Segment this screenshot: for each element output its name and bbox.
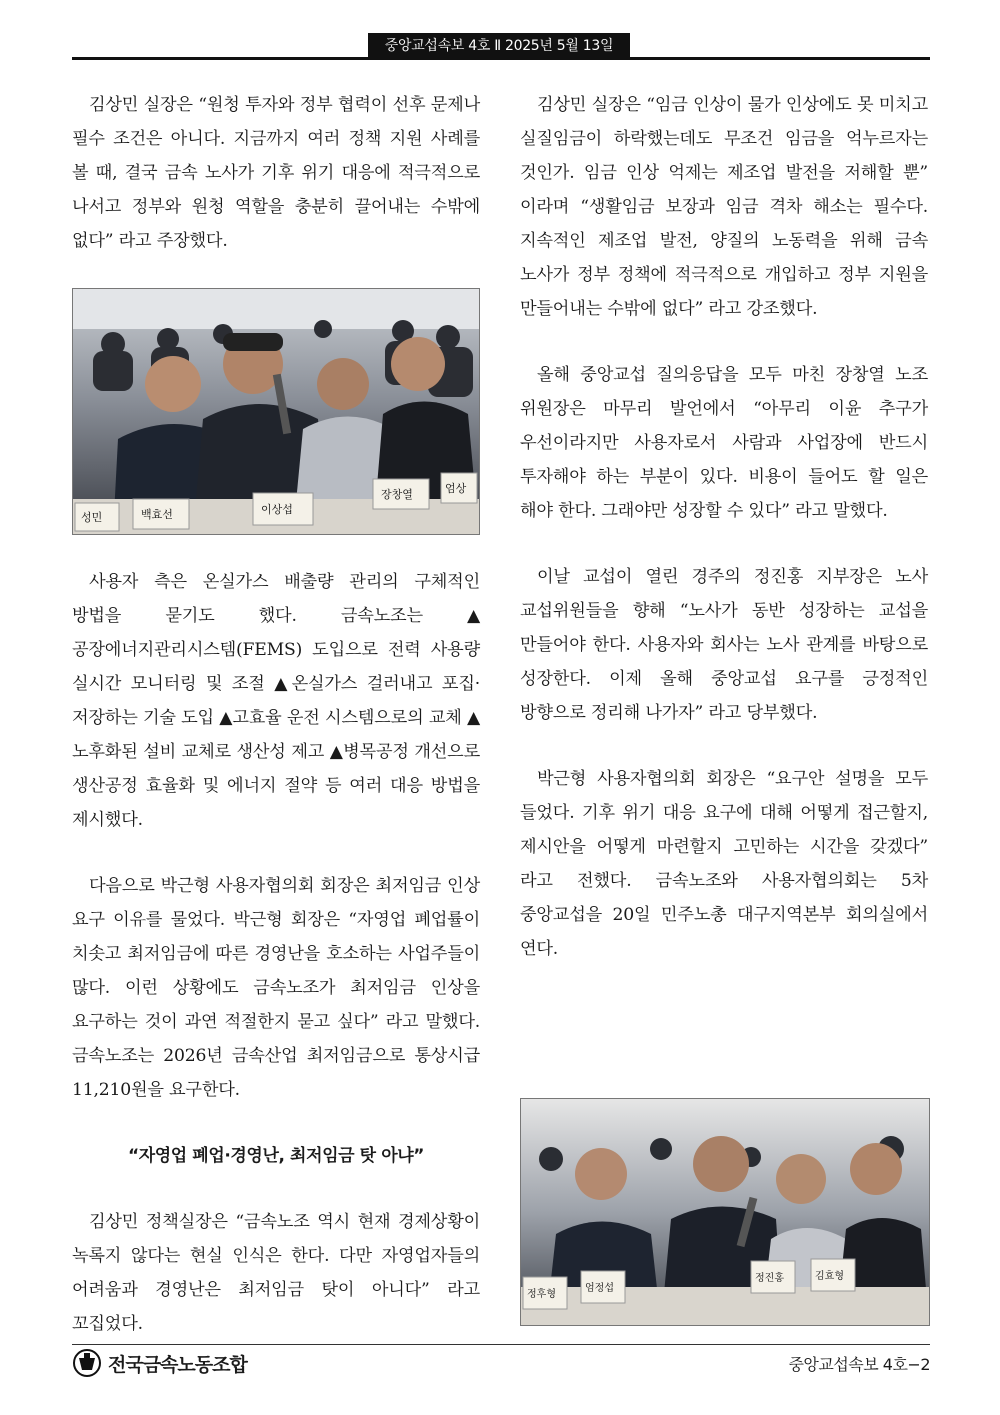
- nametag-1: 성민: [81, 511, 103, 524]
- right-paragraph-1: 김상민 실장은 “임금 인상이 물가 인상에도 못 미치고 실질임금이 하락했는데도 무조건 임금을 억누르자는 것인가. 임금 인상 억제는 제조업 발전을 저해할 뿐” 이라며 “생활임금 보장과 임금 격차 해소는 필수다. 지속적인 제조업 발전, 양질의 노동력을 위해 금속 노사가 정부 정책에 적극적으로 개입하고 정부 지원을 만들어내는 수밖에 없다” 라고 강조했다.: [520, 95, 928, 319]
- nametag-7: 엄정섭: [585, 1283, 614, 1294]
- page-label: 중앙교섭속보 4호−2: [788, 1355, 930, 1374]
- right-column: [520, 88, 928, 966]
- left-paragraph-3: 다음으로 박근형 사용자협의회 회장은 최저임금 인상 요구 이유를 물었다. 박근형 회장은 “자영업 폐업률이 치솟고 최저임금에 따른 경영난을 호소하는 사업주들이 많다. 이런 상황에도 금속노조가 최저임금 인상을 요구하는 것이 과연 적절한지 묻고 싶다” 라고 말했다. 금속노조는 2026년 금속산업 최저임금으로 통상시급 11,210원을 요구한다.: [72, 876, 480, 1100]
- meeting-photo-1: [72, 288, 480, 535]
- right-paragraph-4: 박근형 사용자협의회 회장은 “요구안 설명을 모두 들었다. 기후 위기 대응 요구에 대해 어떻게 접근할지, 제시안을 어떻게 마련할지 고민하는 시간을 갖겠다” 라고 전했다. 금속노조와 사용자협의회는 5차 중앙교섭을 20일 민주노총 대구지역본부 회의실에서 연다.: [520, 769, 928, 959]
- left-paragraph-2: 사용자 측은 온실가스 배출량 관리의 구체적인 방법을 묻기도 했다. 금속노조는 ▲공장에너지관리시스템(FEMS) 도입으로 전력 사용량 실시간 모니터링 및 조절 ▲온실가스 걸러내고 포집·저장하는 기술 도입 ▲고효율 운전 시스템으로의 교체 ▲노후화된 설비 교체로 생산성 제고 ▲병목공정 개선으로 생산공정 효율화 및 에너지 절약 등 여러 대응 방법을 제시했다.: [72, 572, 480, 830]
- header-rule: [72, 57, 930, 60]
- nametag-9: 김효형: [815, 1271, 844, 1282]
- footer-rule: [72, 1344, 930, 1345]
- nametag-3: 이상섭: [261, 503, 293, 516]
- section-subheading: “자영업 폐업·경영난, 최저임금 탓 아냐”: [127, 1146, 425, 1166]
- union-emblem-icon: [72, 1348, 102, 1378]
- meeting-photo-2: [520, 1098, 930, 1326]
- union-logo: [72, 1348, 247, 1378]
- left-paragraph-1: 김상민 실장은 “원청 투자와 정부 협력이 선후 문제나 필수 조건은 아니다. 지금까지 여러 정책 지원 사례를 볼 때, 결국 금속 노사가 기후 위기 대응에 적극적으로 나서고 정부와 원청 역할을 충분히 끌어내는 수밖에 없다” 라고 주장했다.: [72, 95, 480, 251]
- right-paragraph-2: 올해 중앙교섭 질의응답을 모두 마친 장창열 노조 위원장은 마무리 발언에서 “아무리 이윤 추구가 우선이라지만 사용자로서 사람과 사업장에 반드시 투자해야 하는 부분이 있다. 비용이 들어도 할 일은 해야 한다. 그래야만 성장할 수 있다” 라고 말했다.: [520, 365, 928, 521]
- left-column: [72, 88, 480, 1341]
- right-paragraph-3: 이날 교섭이 열린 경주의 정진홍 지부장은 노사 교섭위원들을 향해 “노사가 동반 성장하는 교섭을 만들어야 한다. 사용자와 회사는 노사 관계를 바탕으로 성장한다. 이제 올해 중앙교섭 요구를 긍정적인 방향으로 정리해 나가자” 라고 당부했다.: [520, 567, 928, 723]
- nametag-6: 정후형: [527, 1289, 556, 1300]
- bulletin-header: 중앙교섭속보 4호 Ⅱ 2025년 5월 13일: [368, 33, 630, 59]
- nametag-2: 백효선: [141, 508, 173, 521]
- meeting-photo-1-illustration: [73, 289, 479, 534]
- nametag-4: 장창열: [381, 488, 413, 501]
- nametag-8: 정진홍: [755, 1273, 784, 1284]
- nametag-5: 엄상: [445, 482, 467, 495]
- union-name: 전국금속노동조합: [108, 1353, 247, 1376]
- left-paragraph-4: 김상민 정책실장은 “금속노조 역시 현재 경제상황이 녹록지 않다는 현실 인식은 한다. 다만 자영업자들의 어려움과 경영난은 최저임금 탓이 아니다” 라고 꼬집었다.: [72, 1212, 480, 1334]
- meeting-photo-2-illustration: [521, 1099, 929, 1325]
